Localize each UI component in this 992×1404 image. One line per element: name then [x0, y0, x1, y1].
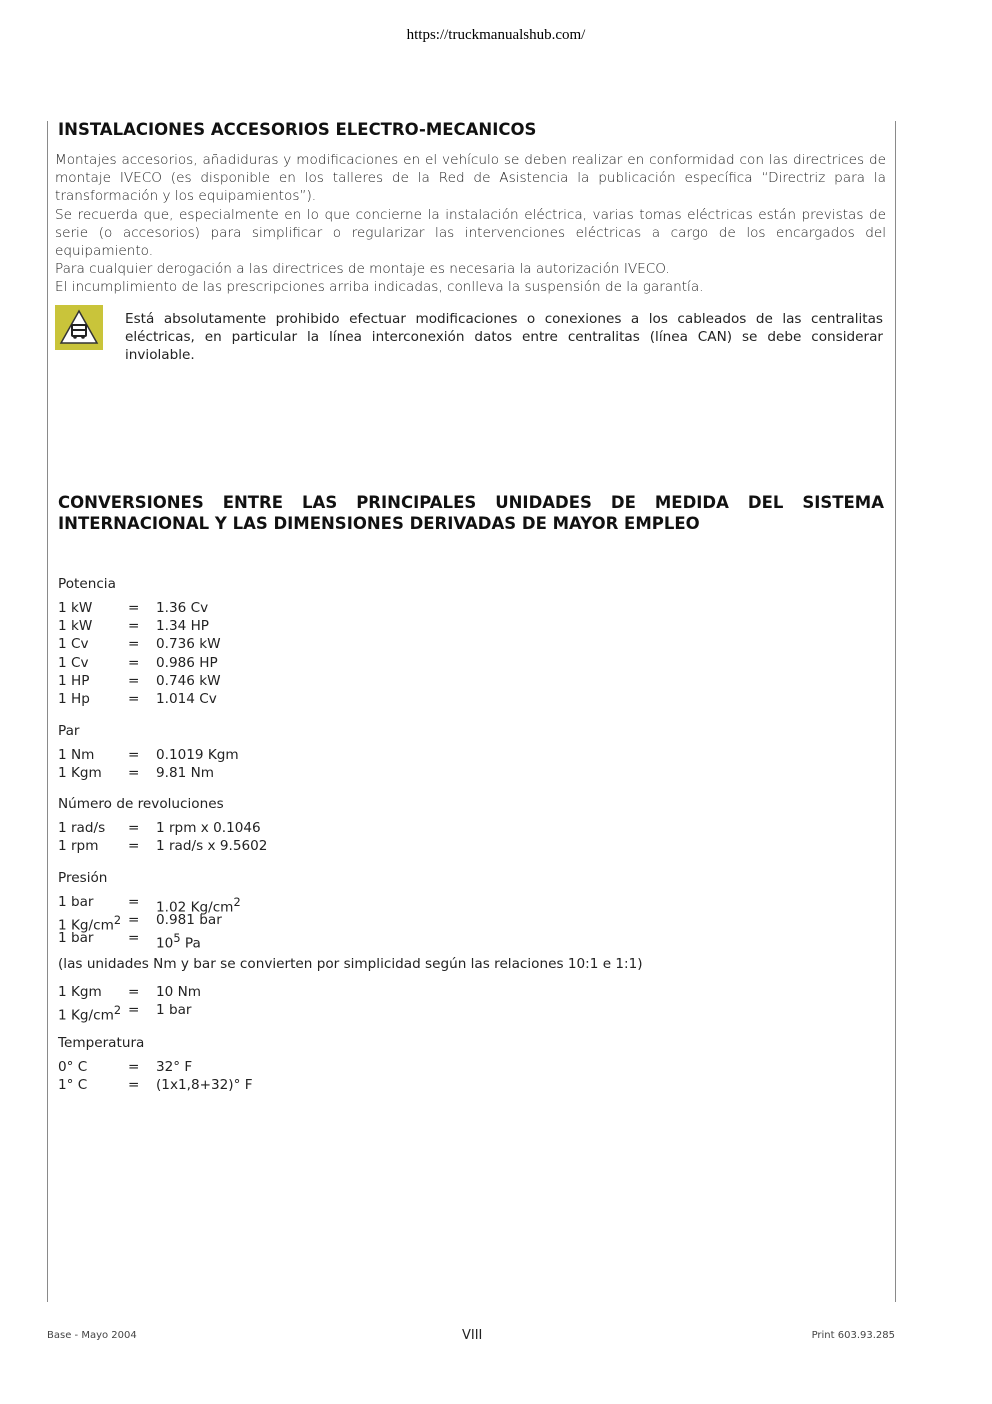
unit-right: 1.014 Cv — [156, 690, 217, 707]
unit-left: 1 bar — [58, 894, 94, 910]
conversion-row — [58, 635, 221, 653]
unit-right: 1 rpm x 0.1046 — [156, 820, 261, 836]
unit-right: 1 rad/s x 9.5602 — [156, 838, 268, 855]
temperatura-title: Temperatura — [58, 1035, 145, 1051]
conversion-row — [58, 1076, 253, 1094]
superscript: 2 — [113, 913, 122, 928]
footer-page-number: VIII — [462, 1328, 483, 1343]
unit-right-base: 10 — [156, 935, 174, 952]
equals: = — [128, 838, 140, 855]
unit-left: 1 Cv — [58, 654, 89, 671]
unit-left: 1 Kgm — [58, 765, 102, 782]
equals: = — [128, 912, 140, 929]
equals: = — [128, 765, 140, 782]
unit-left: 1 rad/s — [58, 820, 106, 836]
source-url: https://truckmanualshub.com/ — [406, 27, 586, 43]
conversion-row — [58, 983, 201, 1001]
conversion-row — [58, 837, 267, 855]
installations-body — [55, 151, 886, 297]
unit-left — [58, 1001, 128, 1024]
unit-left: 1 HP — [58, 672, 90, 689]
conversion-row — [58, 617, 221, 635]
simplification-note: (las unidades Nm y bar se convierten por simplicidad según las relaciones 10:1 e 1:1) — [58, 956, 643, 972]
conversion-row — [58, 893, 241, 916]
unit-right: 0.746 kW — [156, 672, 221, 689]
paragraph: El incumplimiento de las prescripciones arriba indicadas, conlleva la suspensión de la garantía. — [55, 279, 704, 296]
unit-left: 1 kW — [58, 600, 93, 616]
unit-left: 0° C — [58, 1059, 88, 1075]
revoluciones-block — [58, 795, 267, 855]
unit-right: 0.986 HP — [156, 654, 218, 671]
unit-left-base: 1 Kg/cm — [58, 1007, 114, 1024]
potencia-block — [58, 575, 221, 708]
unit-right — [156, 929, 201, 952]
temperatura-block — [58, 1034, 253, 1094]
equals: = — [128, 930, 140, 947]
unit-right: 32° F — [156, 1059, 193, 1075]
equals: = — [128, 600, 140, 616]
presion-title: Presión — [58, 870, 108, 886]
superscript: 5 — [173, 931, 181, 946]
equals: = — [128, 636, 140, 653]
unit-left: 1 Kgm — [58, 984, 102, 1000]
equals: = — [128, 1002, 140, 1019]
unit-right: 9.81 Nm — [156, 765, 214, 782]
simplified-block — [58, 983, 202, 1024]
superscript: 2 — [113, 1003, 122, 1018]
section-title-installations: INSTALACIONES ACCESORIOS ELECTRO-MECANICOS — [58, 120, 537, 139]
unit-left: 1 Hp — [58, 690, 90, 707]
conversion-row — [58, 654, 221, 672]
unit-left: 1 Nm — [58, 747, 95, 763]
superscript: 2 — [233, 895, 241, 909]
left-margin-rule — [47, 121, 48, 1302]
unit-left: 1 Cv — [58, 636, 89, 653]
conversion-row — [58, 1001, 201, 1024]
equals: = — [128, 672, 140, 689]
unit-right: 10 Nm — [156, 984, 202, 1000]
conversion-row — [58, 690, 221, 708]
equals: = — [128, 618, 140, 635]
unit-left-base: 1 Kg/cm — [58, 917, 114, 934]
section-title-conversions: CONVERSIONES ENTRE LAS PRINCIPALES UNIDADES DE MEDIDA DEL SISTEMA INTERNACIONAL Y LAS DIMENSIONES DERIVADAS DE MAYOR EMPLEO — [58, 493, 884, 533]
conversion-row — [58, 819, 267, 837]
paragraph: Montajes accesorios, añadiduras y modificaciones en el vehículo se deben realizar en conformidad con las directrices de montaje IVECO (es disponible en los talleres de la Red de Asistencia la publicación específica “Directriz para la transformación y los equipamientos”). — [55, 152, 886, 205]
equals: = — [128, 1059, 140, 1075]
conversion-row — [58, 764, 239, 782]
unit-right — [156, 893, 241, 916]
presion-block — [58, 869, 241, 952]
equals: = — [128, 820, 140, 836]
equals: = — [128, 984, 140, 1000]
unit-left: 1 bar — [58, 930, 94, 947]
paragraph: Se recuerda que, especialmente en lo que concierne la instalación eléctrica, varias tomas eléctricas están previstas de serie (o accesorios) para simplificar o regularizar las intervenciones eléctricas a cargo de los encargados del equipamiento. — [55, 206, 886, 260]
unit-right: 0.1019 Kgm — [156, 747, 239, 763]
conversion-row — [58, 929, 241, 952]
unit-left: 1° C — [58, 1077, 88, 1094]
unit-right: 0.981 bar — [156, 912, 222, 929]
equals: = — [128, 1077, 140, 1094]
revoluciones-title: Número de revoluciones — [58, 796, 224, 812]
unit-right: 1.34 HP — [156, 618, 210, 635]
conversion-row — [58, 672, 221, 690]
conversion-row — [58, 599, 221, 617]
potencia-title: Potencia — [58, 576, 116, 592]
unit-right-tail: Pa — [180, 935, 201, 952]
paragraph: Para cualquier derogación a las directrices de montaje es necesaria la autorización IVECO. — [55, 261, 670, 278]
conversion-row — [58, 1058, 253, 1076]
footer-edition: Base - Mayo 2004 — [47, 1330, 137, 1341]
unit-right: (1x1,8+32)° F — [156, 1077, 253, 1094]
unit-right-base: 1.02 Kg/cm — [156, 899, 234, 916]
equals: = — [128, 894, 140, 910]
par-block — [58, 722, 239, 782]
equals: = — [128, 654, 140, 671]
unit-right: 0.736 kW — [156, 636, 221, 653]
unit-left: 1 rpm — [58, 838, 99, 855]
conversion-row — [58, 746, 239, 764]
warning-text: Está absolutamente prohibido efectuar modificaciones o conexiones a los cableados de las centralitas eléctricas, en particular la línea interconexión datos entre centralitas (línea CAN) se debe considerar inviolable. — [125, 311, 883, 364]
unit-right: 1 bar — [156, 1002, 192, 1019]
warning-vehicle-icon — [55, 305, 103, 350]
unit-right: 1.36 Cv — [156, 600, 209, 616]
equals: = — [128, 747, 140, 763]
right-margin-rule — [895, 121, 896, 1302]
unit-left: 1 kW — [58, 618, 93, 635]
conversion-row — [58, 911, 241, 934]
par-title: Par — [58, 723, 80, 739]
unit-left — [58, 911, 128, 934]
equals: = — [128, 690, 140, 707]
footer-print-code: Print 603.93.285 — [811, 1330, 895, 1341]
